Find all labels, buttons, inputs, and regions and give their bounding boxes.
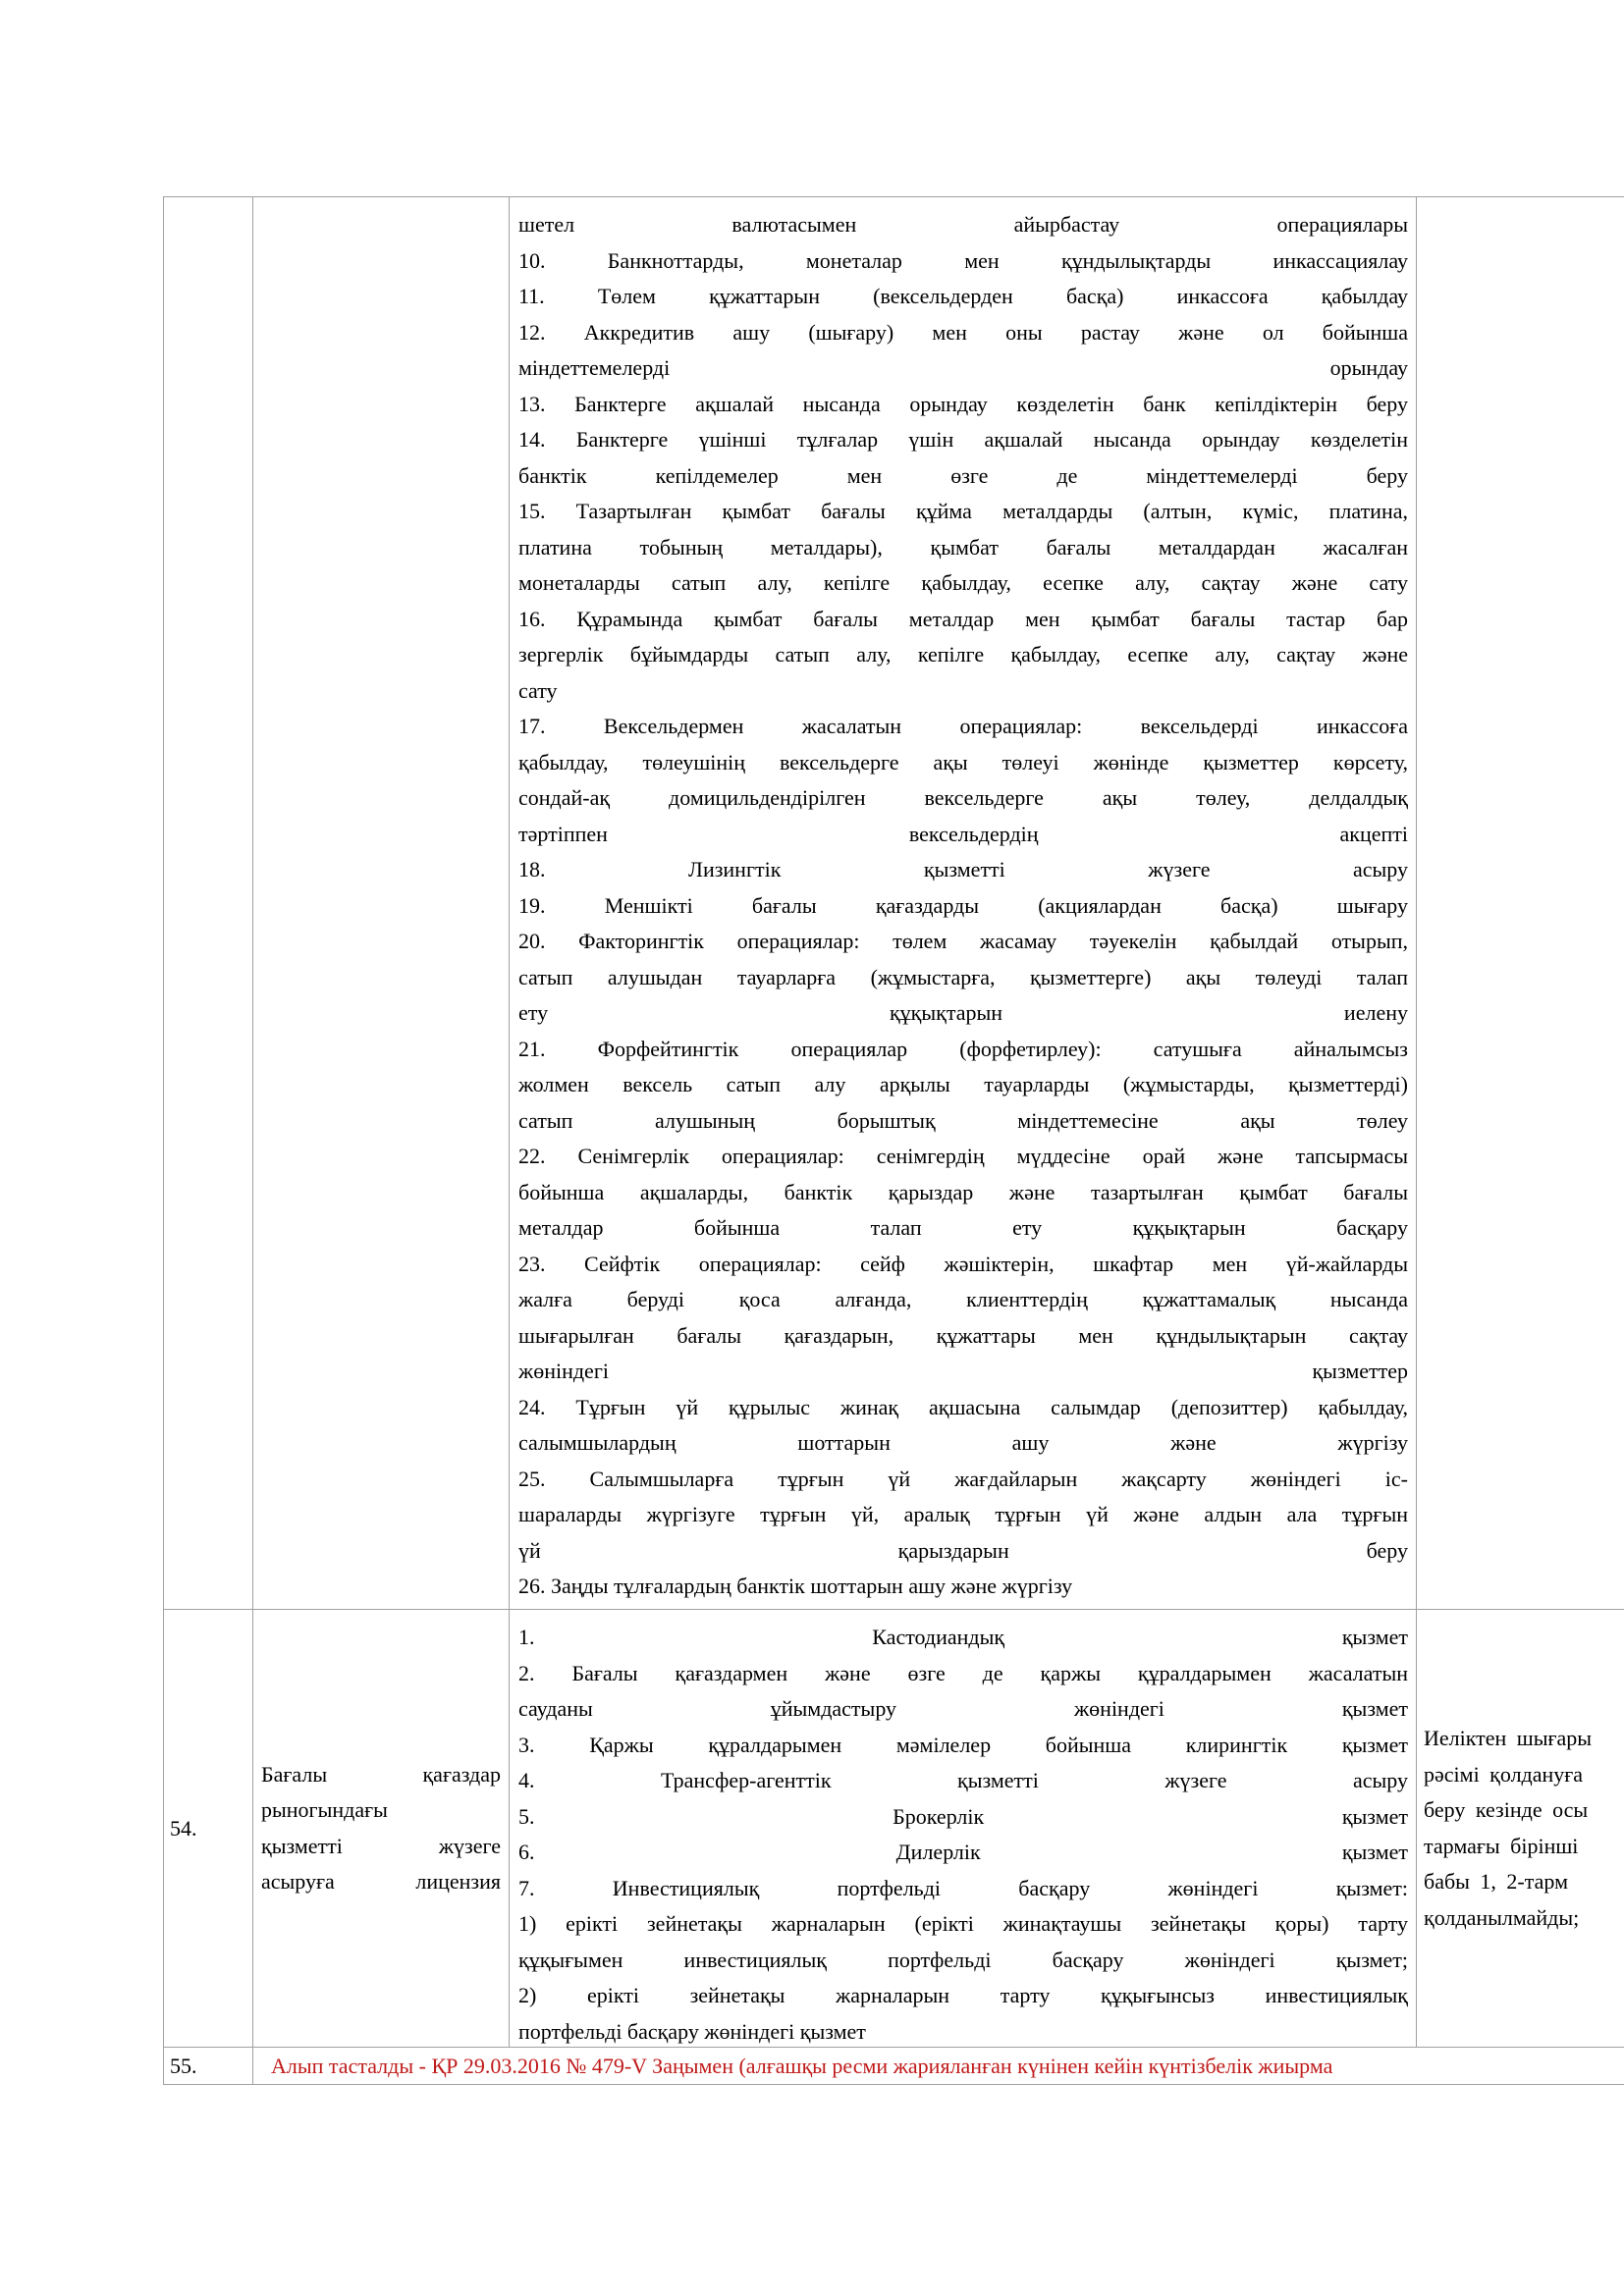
text-line: 16. Құрамында қымбат бағалы металдар мен қымбат бағалы тастар бар <box>518 606 1408 631</box>
text-line: жөніндегі қызметтер <box>518 1359 1408 1383</box>
text-line: жолмен вексель сатып алу арқылы тауарларды (жұмыстарды, қызметтерді) <box>518 1072 1408 1096</box>
text-line: 24. Тұрғын үй құрылыс жинақ ақшасына салымдар (депозиттер) қабылдау, <box>518 1394 1408 1419</box>
row-number-cell <box>164 197 253 1610</box>
text-line: 22. Сенімгерлік операциялар: сенімгердің мүддесіне орай және тапсырмасы <box>518 1144 1408 1168</box>
text-line: 6. Дилерлік қызмет <box>518 1840 1408 1864</box>
text-line: 7. Инвестициялық портфельді басқару жөніндегі қызмет: <box>518 1875 1408 1900</box>
text-line: бойынша ақшаларды, банктік қарыздар және тазартылған қымбат бағалы <box>518 1179 1408 1204</box>
text-line: 11. Төлем құжаттарын (вексельдерден басқа) инкассоға қабылдау <box>518 284 1408 308</box>
text-line: үй қарыздарын беру <box>518 1537 1408 1563</box>
text-line: асыруға лицензия <box>261 1869 501 1894</box>
row-number-cell: 55. <box>164 2048 253 2085</box>
text-line: 13. Банктерге ақшалай нысанда орындау көзделетін банк кепілдіктерін беру <box>518 391 1408 416</box>
text-line: беру кезінде осы <box>1424 1797 1589 1822</box>
text-line: шараларды жүргізуге тұрғын үй, аралық тұрғын үй және алдын ала тұрғын <box>518 1502 1408 1526</box>
text-line: 2. Бағалы қағаздармен және өзге де қаржы құралдарымен жасалатын <box>518 1660 1408 1685</box>
text-line: ету құқықтарын иелену <box>518 1000 1408 1025</box>
note-cell <box>1417 197 1624 1610</box>
text-line: 1. Кастодиандық қызмет <box>518 1625 1408 1649</box>
text-line: жалға беруді қоса алғанда, клиенттердің құжаттамалық нысанда <box>518 1287 1408 1311</box>
text-line: қабылдау, төлеушінің вексельдерге ақы төлеуі жөнінде қызметтер көрсету, <box>518 749 1408 774</box>
text-line: шығарылған бағалы қағаздарын, құжаттары мен құндылықтарын сақтау <box>518 1322 1408 1348</box>
text-line: 26. Заңды тұлғалардың банктік шоттарын ашу және жүргізу <box>518 1574 1073 1598</box>
text-line: платина тобының металдары), қымбат бағалы металдардан жасалған <box>518 534 1408 560</box>
table-row-continuation <box>164 197 1624 1610</box>
text-line: 1) ерікті зейнетақы жарналарын (ерікті жинақтаушы зейнетақы қоры) тарту <box>518 1911 1408 1936</box>
license-type-cell <box>253 197 510 1610</box>
text-line: Иеліктен шығары <box>1424 1726 1593 1750</box>
license-table <box>163 196 1624 2085</box>
text-line: 20. Факторингтік операциялар: төлем жасамау тәуекелін қабылдай отырып, <box>518 929 1408 953</box>
text-line: сауданы ұйымдастыру жөніндегі қызмет <box>518 1696 1408 1721</box>
table-row-55 <box>164 2048 1624 2085</box>
text-line: 4. Трансфер-агенттік қызметті жүзеге асыру <box>518 1768 1408 1792</box>
table-row-54 <box>164 1610 1624 2048</box>
text-line: шетел валютасымен айырбастау операциялары <box>518 212 1408 237</box>
text-line: салымшылардың шоттарын ашу және жүргізу <box>518 1430 1408 1455</box>
text-line: 25. Салымшыларға тұрғын үй жағдайларын жақсарту жөніндегі іс- <box>518 1466 1408 1491</box>
text-line: 3. Қаржы құралдарымен мәмілелер бойынша клирингтік қызмет <box>518 1732 1408 1757</box>
text-line: 21. Форфейтингтік операциялар (форфетирлеу): сатушыға айналымсыз <box>518 1036 1408 1061</box>
text-line: сондай-ақ домицильдендірілген вексельдерге ақы төлеу, делдалдық <box>518 785 1408 810</box>
license-type-cell <box>253 1610 510 2048</box>
text-line: рыногындағы <box>261 1797 388 1822</box>
text-line: құқығымен инвестициялық портфельді басқару жөніндегі қызмет; <box>518 1947 1408 1972</box>
text-line: сатып алушыдан тауарларға (жұмыстарға, қызметтерге) ақы төлеуді талап <box>518 964 1408 989</box>
text-line: қолданылмайды; <box>1424 1904 1580 1930</box>
text-line: бабы 1, 2-тарм <box>1424 1869 1568 1894</box>
operations-cell <box>510 197 1417 1610</box>
text-line: 15. Тазартылған қымбат бағалы құйма металдарды (алтын, күміс, платина, <box>518 499 1408 523</box>
row-number-cell: 54. <box>164 1610 253 2048</box>
text-line: міндеттемелерді орындау <box>518 355 1408 380</box>
text-line: тармағы бірінші <box>1424 1833 1579 1858</box>
text-line: 14. Банктерге үшінші тұлғалар үшін ақшалай нысанда орындау көзделетін <box>518 427 1408 452</box>
text-line: тәртіппен вексельдердің акцепті <box>518 821 1408 846</box>
text-line: сату <box>518 677 558 703</box>
text-line: рәсімі қолдануға <box>1424 1761 1584 1787</box>
text-line: 10. Банкноттарды, монеталар мен құндылықтарды инкассациялау <box>518 247 1408 273</box>
text-line: 18. Лизингтік қызметті жүзеге асыру <box>518 857 1408 881</box>
text-line: монеталарды сатып алу, кепілге қабылдау, есепке алу, сақтау және сату <box>518 570 1408 595</box>
text-line: қызметті жүзеге <box>261 1833 501 1858</box>
text-line: Бағалы қағаздар <box>261 1761 501 1787</box>
text-line: 12. Аккредитив ашу (шығару) мен оны растау және ол бойынша <box>518 319 1408 345</box>
text-line: 19. Меншікті бағалы қағаздарды (акциялардан басқа) шығару <box>518 892 1408 918</box>
text-line: 5. Брокерлік қызмет <box>518 1803 1408 1829</box>
text-line: сатып алушының борыштық міндеттемесіне ақы төлеу <box>518 1107 1408 1133</box>
text-line: 23. Сейфтік операциялар: сейф жәшіктерін, шкафтар мен үй-жайларды <box>518 1251 1408 1276</box>
text-line: металдар бойынша талап ету құқықтарын басқару <box>518 1215 1408 1240</box>
text-line: портфельді басқару жөніндегі қызмет <box>518 2018 866 2044</box>
text-line: 2) ерікті зейнетақы жарналарын тарту құқығынсыз инвестициялық <box>518 1983 1408 2007</box>
operations-cell <box>510 1610 1417 2048</box>
removed-entry-text: Алып тасталды - ҚР 29.03.2016 № 479-V Заңымен (алғашқы ресми жарияланған күнінен кейін күнтізбелік жиырма <box>253 2048 1624 2085</box>
text-line: банктік кепілдемелер мен өзге де міндеттемелерді беру <box>518 462 1408 488</box>
note-cell <box>1417 1610 1624 2048</box>
text-line: зергерлік бұйымдарды сатып алу, кепілге қабылдау, есепке алу, сақтау және <box>518 642 1408 667</box>
text-line: 17. Вексельдермен жасалатын операциялар: вексельдерді инкассоға <box>518 714 1408 738</box>
